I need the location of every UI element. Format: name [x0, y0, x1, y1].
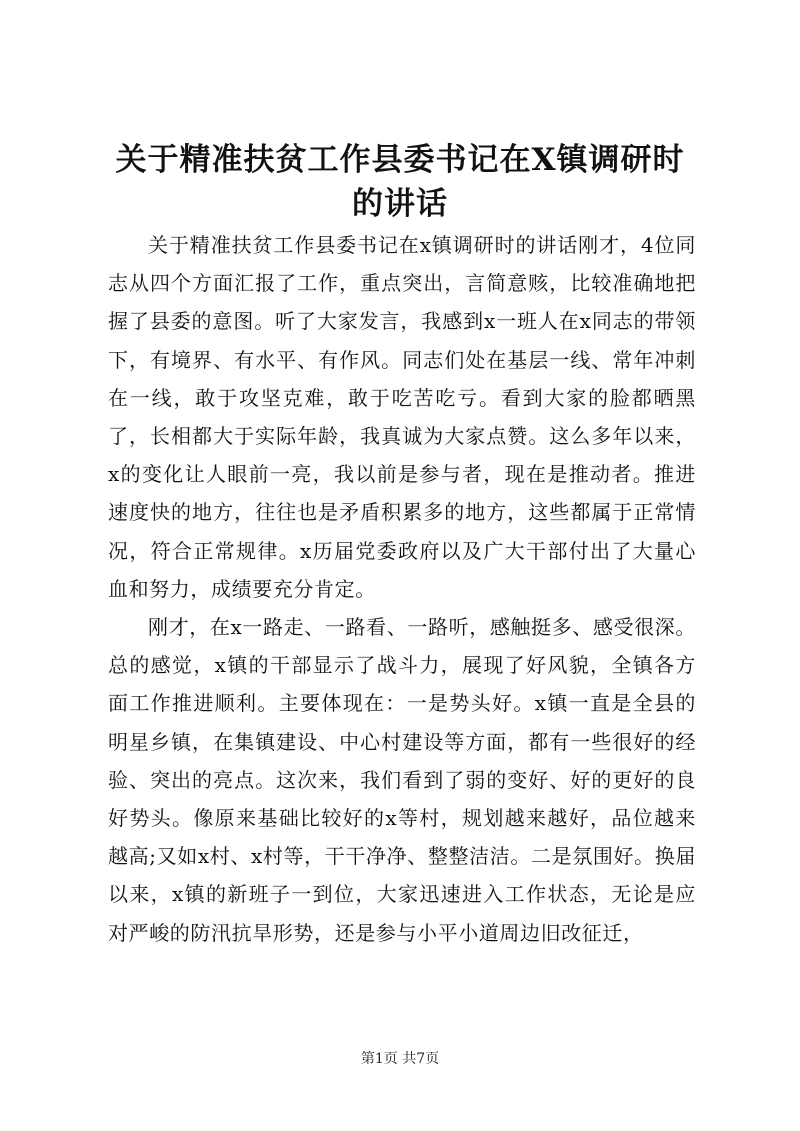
page-number: 第1页 共7页 — [360, 1051, 440, 1067]
document-body — [108, 226, 696, 952]
paragraph-2: 刚才，在x一路走、一路看、一路听，感触挺多、感受很深。总的感觉，x镇的干部显示了战斗力，展现了好风貌，全镇各方面工作推进顺利。主要体现在：一是势头好。x镇一直是全县的明星乡镇，在集镇建设、中心村建设等方面，都有一些很好的经验、突出的亮点。这次来，我们看到了弱的变好、好的更好的良好势头。像原来基础比较好的x等村，规划越来越好，品位越来越高;又如x村、x村等，干干净净、整整洁洁。二是氛围好。换届以来，x镇的新班子一到位，大家迅速进入工作状态，无论是应对严峻的防汛抗旱形势，还是参与小平小道周边旧改征迁， — [108, 615, 696, 945]
paragraph-1: 关于精准扶贫工作县委书记在x镇调研时的讲话刚才，4位同志从四个方面汇报了工作，重点突出，言简意赅，比较准确地把握了县委的意图。听了大家发言，我感到x一班人在x同志的带领下，有境界、有水平、有作风。同志们处在基层一线、常年冲刺在一线，敢于攻坚克难，敢于吃苦吃亏。看到大家的脸都晒黑了，长相都大于实际年龄，我真诚为大家点赞。这么多年以来，x的变化让人眼前一亮，我以前是参与者，现在是推动者。推进速度快的地方，往往也是矛盾积累多的地方，这些都属于正常情况，符合正常规律。x历届党委政府以及广大干部付出了大量心血和努力，成绩要充分肯定。 — [108, 233, 696, 601]
document-title: 关于精准扶贫工作县委书记在X镇调研时的讲话 — [115, 142, 685, 222]
